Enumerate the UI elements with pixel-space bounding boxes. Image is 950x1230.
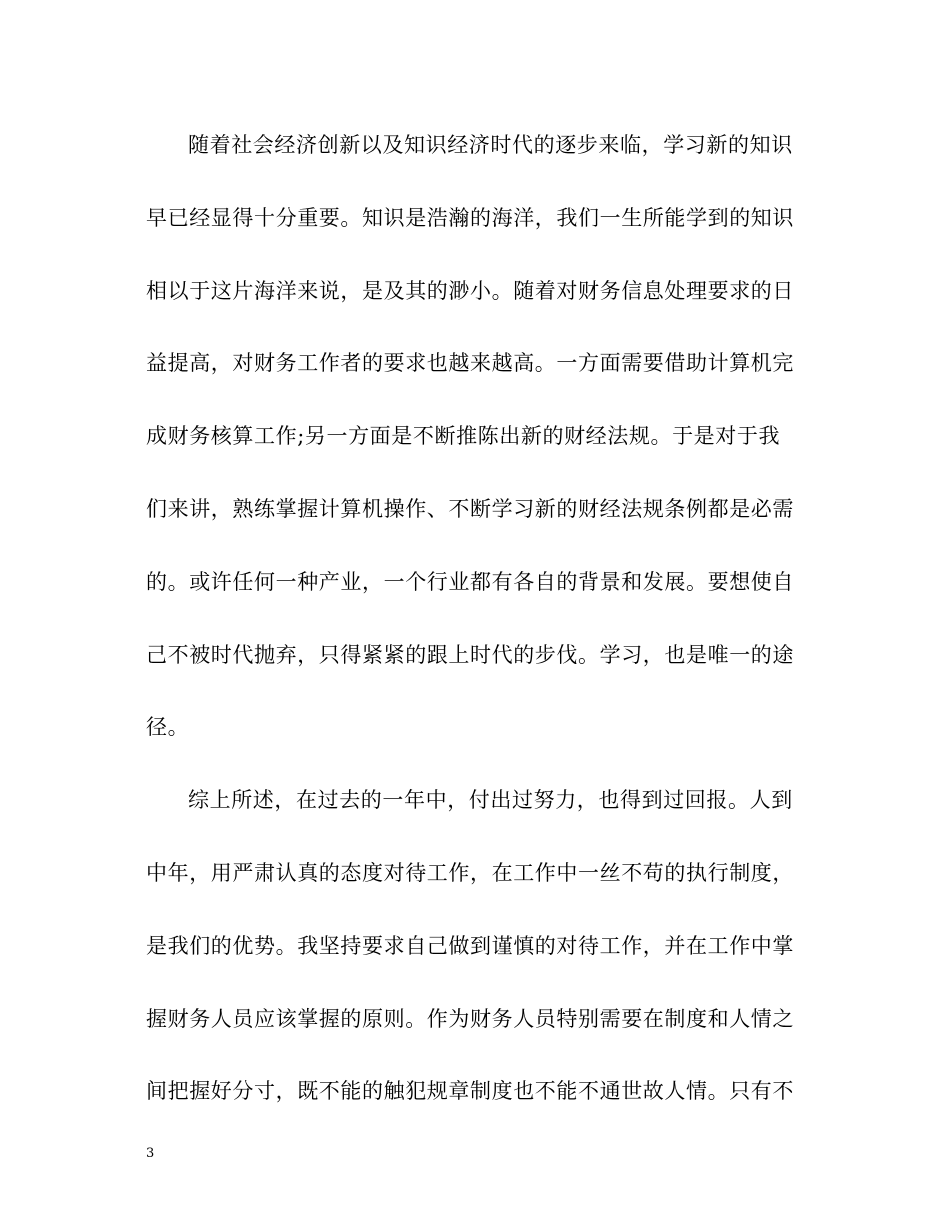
text-line: 的。或许任何一种产业，一个行业都有各自的背景和发展。要想使自 — [146, 569, 794, 594]
text-line: 己不被时代抛弃，只得紧紧的跟上时代的步伐。学习，也是唯一的途 — [146, 642, 794, 667]
text-line: 握财务人员应该掌握的原则。作为财务人员特别需要在制度和人情之 — [146, 1006, 794, 1031]
body-text — [146, 123, 806, 1142]
text-line: 早已经显得十分重要。知识是浩瀚的海洋，我们一生所能学到的知识 — [146, 205, 794, 230]
text-line: 综上所述，在过去的一年中，付出过努力，也得到过回报。人到 — [188, 788, 793, 813]
text-line: 益提高，对财务工作者的要求也越来越高。一方面需要借助计算机完 — [146, 351, 794, 376]
page-number: 3 — [146, 1146, 155, 1161]
text-line: 们来讲，熟练掌握计算机操作、不断学习新的财经法规条例都是必需 — [146, 496, 794, 521]
text-line: 随着社会经济创新以及知识经济时代的逐步来临，学习新的知识 — [188, 133, 793, 157]
text-line: 是我们的优势。我坚持要求自己做到谨慎的对待工作，并在工作中掌 — [146, 933, 794, 958]
text-line: 间把握好分寸，既不能的触犯规章制度也不能不通世故人情。只有不 — [146, 1079, 794, 1104]
text-line: 相以于这片海洋来说，是及其的渺小。随着对财务信息处理要求的日 — [146, 278, 794, 303]
text-line: 中年，用严肃认真的态度对待工作，在工作中一丝不苟的执行制度， — [146, 860, 794, 885]
text-line: 径。 — [146, 715, 190, 740]
text-line: 成财务核算工作;另一方面是不断推陈出新的财经法规。于是对于我 — [146, 424, 781, 449]
